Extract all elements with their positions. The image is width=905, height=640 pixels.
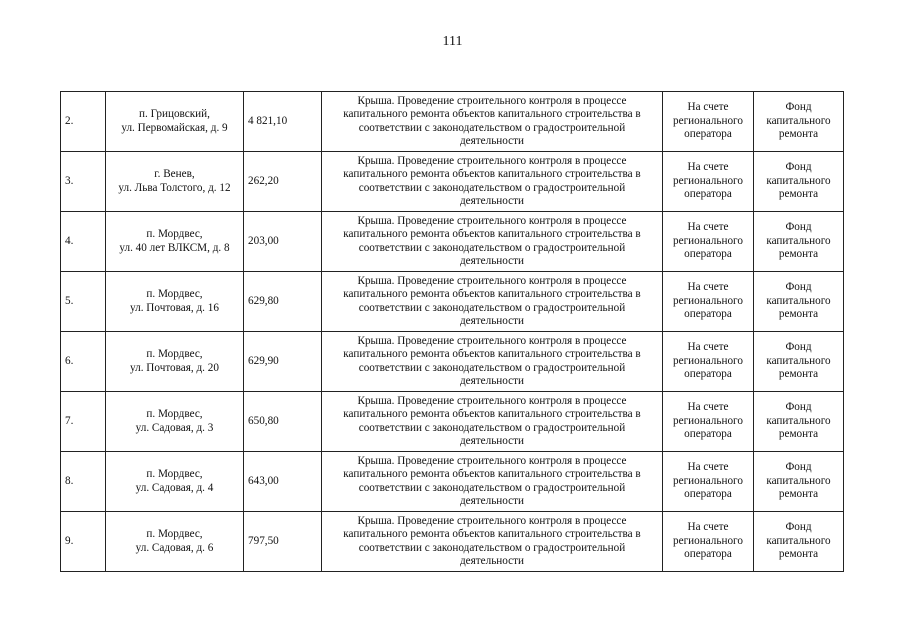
fund-cell bbox=[754, 512, 844, 572]
account-line-2: регионального bbox=[673, 414, 743, 427]
fund-line-1: Фонд bbox=[785, 101, 812, 114]
account-line-3: оператора bbox=[684, 308, 732, 321]
fund-cell bbox=[754, 92, 844, 152]
account-cell bbox=[663, 152, 754, 212]
address-cell bbox=[106, 272, 244, 332]
account-line-3: оператора bbox=[684, 248, 732, 261]
account-cell bbox=[663, 392, 754, 452]
fund-cell bbox=[754, 332, 844, 392]
register-table bbox=[60, 91, 844, 572]
account-line-2: регионального bbox=[673, 474, 743, 487]
address-cell bbox=[106, 512, 244, 572]
table-row bbox=[61, 332, 844, 392]
account-line-1: На счете bbox=[687, 341, 729, 354]
row-number: 2. bbox=[61, 92, 106, 152]
fund-line-1: Фонд bbox=[785, 161, 812, 174]
account-line-1: На счете bbox=[687, 401, 729, 414]
fund-line-1: Фонд bbox=[785, 461, 812, 474]
address-cell bbox=[106, 392, 244, 452]
fund-line-3: ремонта bbox=[778, 548, 819, 561]
account-line-1: На счете bbox=[687, 161, 729, 174]
table-row bbox=[61, 152, 844, 212]
address-cell bbox=[106, 212, 244, 272]
account-line-2: регионального bbox=[673, 234, 743, 247]
fund-line-2: капитального bbox=[766, 474, 831, 487]
fund-line-1: Фонд bbox=[785, 341, 812, 354]
work-description: Крыша. Проведение строительного контроля в процессе капитального ремонта объектов капитального строительства в соответствии с законодательством о градостроительной деятельности bbox=[322, 152, 663, 212]
area-cell: 643,00 bbox=[244, 452, 322, 512]
address-locality: п. Мордвес, bbox=[146, 408, 203, 421]
area-cell: 4 821,10 bbox=[244, 92, 322, 152]
work-description: Крыша. Проведение строительного контроля в процессе капитального ремонта объектов капитального строительства в соответствии с законодательством о градостроительной деятельности bbox=[322, 512, 663, 572]
row-number: 9. bbox=[61, 512, 106, 572]
account-line-3: оператора bbox=[684, 128, 732, 141]
address-street: ул. Почтовая, д. 16 bbox=[130, 301, 219, 314]
account-line-1: На счете bbox=[687, 281, 729, 294]
address-street: ул. Садовая, д. 3 bbox=[135, 421, 214, 434]
table-row bbox=[61, 272, 844, 332]
area-cell: 650,80 bbox=[244, 392, 322, 452]
row-number: 5. bbox=[61, 272, 106, 332]
account-line-3: оператора bbox=[684, 368, 732, 381]
address-locality: г. Венев, bbox=[154, 168, 195, 181]
fund-line-3: ремонта bbox=[778, 368, 819, 381]
fund-line-2: капитального bbox=[766, 174, 831, 187]
fund-line-1: Фонд bbox=[785, 221, 812, 234]
row-number: 6. bbox=[61, 332, 106, 392]
fund-line-3: ремонта bbox=[778, 488, 819, 501]
account-line-2: регионального bbox=[673, 294, 743, 307]
work-description: Крыша. Проведение строительного контроля в процессе капитального ремонта объектов капитального строительства в соответствии с законодательством о градостроительной деятельности bbox=[322, 92, 663, 152]
account-line-3: оператора bbox=[684, 548, 732, 561]
row-number: 3. bbox=[61, 152, 106, 212]
fund-line-2: капитального bbox=[766, 534, 831, 547]
account-cell bbox=[663, 512, 754, 572]
account-cell bbox=[663, 272, 754, 332]
work-description: Крыша. Проведение строительного контроля в процессе капитального ремонта объектов капитального строительства в соответствии с законодательством о градостроительной деятельности bbox=[322, 272, 663, 332]
area-cell: 797,50 bbox=[244, 512, 322, 572]
address-street: ул. 40 лет ВЛКСМ, д. 8 bbox=[119, 241, 230, 254]
fund-line-2: капитального bbox=[766, 294, 831, 307]
account-cell bbox=[663, 212, 754, 272]
area-cell: 629,90 bbox=[244, 332, 322, 392]
fund-line-2: капитального bbox=[766, 414, 831, 427]
address-locality: п. Грицовский, bbox=[139, 108, 210, 121]
area-cell: 262,20 bbox=[244, 152, 322, 212]
fund-line-2: капитального bbox=[766, 354, 831, 367]
table-row bbox=[61, 212, 844, 272]
address-cell bbox=[106, 92, 244, 152]
account-line-2: регионального bbox=[673, 174, 743, 187]
account-line-1: На счете bbox=[687, 521, 729, 534]
account-line-3: оператора bbox=[684, 428, 732, 441]
address-street: ул. Садовая, д. 4 bbox=[135, 481, 214, 494]
fund-cell bbox=[754, 212, 844, 272]
address-locality: п. Мордвес, bbox=[146, 288, 203, 301]
address-street: ул. Почтовая, д. 20 bbox=[130, 361, 219, 374]
fund-line-2: капитального bbox=[766, 234, 831, 247]
address-cell bbox=[106, 452, 244, 512]
account-line-1: На счете bbox=[687, 101, 729, 114]
fund-line-1: Фонд bbox=[785, 521, 812, 534]
work-description: Крыша. Проведение строительного контроля в процессе капитального ремонта объектов капитального строительства в соответствии с законодательством о градостроительной деятельности bbox=[322, 332, 663, 392]
address-locality: п. Мордвес, bbox=[146, 468, 203, 481]
address-locality: п. Мордвес, bbox=[146, 528, 203, 541]
work-description: Крыша. Проведение строительного контроля в процессе капитального ремонта объектов капитального строительства в соответствии с законодательством о градостроительной деятельности bbox=[322, 392, 663, 452]
address-street: ул. Льва Толстого, д. 12 bbox=[118, 181, 231, 194]
address-cell bbox=[106, 332, 244, 392]
row-number: 7. bbox=[61, 392, 106, 452]
fund-line-2: капитального bbox=[766, 114, 831, 127]
row-number: 8. bbox=[61, 452, 106, 512]
fund-cell bbox=[754, 452, 844, 512]
table-row bbox=[61, 92, 844, 152]
table-body bbox=[61, 92, 844, 572]
address-cell bbox=[106, 152, 244, 212]
address-locality: п. Мордвес, bbox=[146, 348, 203, 361]
account-line-2: регионального bbox=[673, 114, 743, 127]
table-row bbox=[61, 452, 844, 512]
address-street: ул. Садовая, д. 6 bbox=[135, 541, 214, 554]
fund-line-1: Фонд bbox=[785, 401, 812, 414]
fund-line-3: ремонта bbox=[778, 428, 819, 441]
account-line-2: регионального bbox=[673, 354, 743, 367]
account-cell bbox=[663, 92, 754, 152]
account-cell bbox=[663, 452, 754, 512]
fund-cell bbox=[754, 152, 844, 212]
fund-cell bbox=[754, 272, 844, 332]
fund-line-3: ремонта bbox=[778, 248, 819, 261]
account-line-1: На счете bbox=[687, 221, 729, 234]
account-line-3: оператора bbox=[684, 188, 732, 201]
account-line-2: регионального bbox=[673, 534, 743, 547]
account-line-1: На счете bbox=[687, 461, 729, 474]
account-line-3: оператора bbox=[684, 488, 732, 501]
fund-cell bbox=[754, 392, 844, 452]
table-row bbox=[61, 512, 844, 572]
area-cell: 203,00 bbox=[244, 212, 322, 272]
row-number: 4. bbox=[61, 212, 106, 272]
account-cell bbox=[663, 332, 754, 392]
work-description: Крыша. Проведение строительного контроля в процессе капитального ремонта объектов капитального строительства в соответствии с законодательством о градостроительной деятельности bbox=[322, 452, 663, 512]
fund-line-3: ремонта bbox=[778, 188, 819, 201]
address-street: ул. Первомайская, д. 9 bbox=[121, 121, 228, 134]
page-number: 111 bbox=[442, 34, 463, 49]
fund-line-1: Фонд bbox=[785, 281, 812, 294]
fund-line-3: ремонта bbox=[778, 128, 819, 141]
table-row bbox=[61, 392, 844, 452]
work-description: Крыша. Проведение строительного контроля в процессе капитального ремонта объектов капитального строительства в соответствии с законодательством о градостроительной деятельности bbox=[322, 212, 663, 272]
fund-line-3: ремонта bbox=[778, 308, 819, 321]
area-cell: 629,80 bbox=[244, 272, 322, 332]
address-locality: п. Мордвес, bbox=[146, 228, 203, 241]
